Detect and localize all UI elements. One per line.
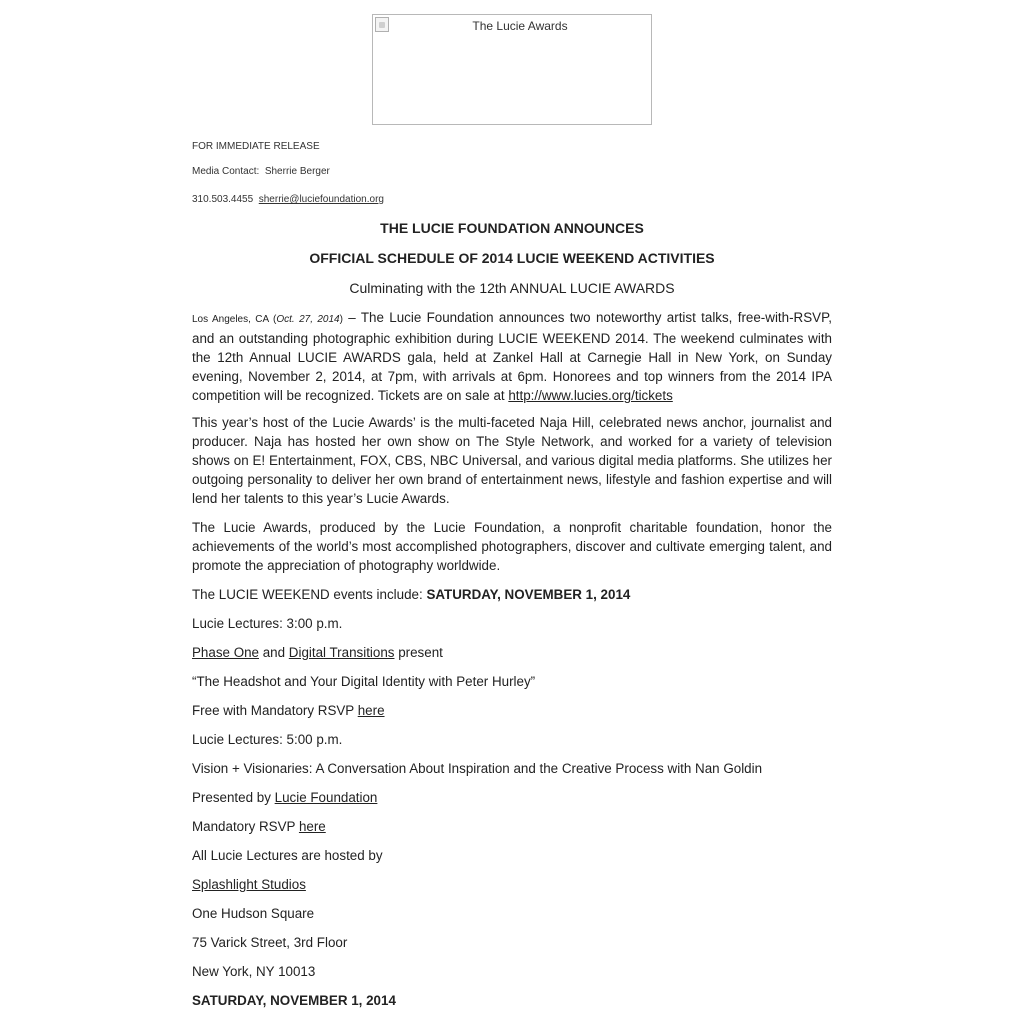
lecture-1-time: Lucie Lectures: 3:00 p.m. bbox=[192, 616, 343, 631]
logo-alt-text: The Lucie Awards bbox=[472, 19, 568, 33]
media-contact bbox=[192, 166, 330, 177]
lecture-2-rsvp-text: Mandatory RSVP bbox=[192, 819, 299, 834]
lecture-2-title: Vision + Visionaries: A Conversation About Inspiration and the Creative Process with Nan Goldin bbox=[192, 761, 763, 776]
intro-body: – The Lucie Foundation announces two noteworthy artist talks, free-with-RSVP, and an outstanding photographic exhibition during LUCIE WEEKEND 2014. The weekend culminates with the 12th Annual LUCIE AWARDS gala, held at Zankel Hall at Carnegie Hall in New York, on Sunday evening, November 2, 2014, at 7pm, with arrivals at 6pm. Honorees and top winners from the 2014 IPA competition will be recognized. Tickets are on sale at bbox=[192, 310, 832, 403]
lecture-2-rsvp-link[interactable]: here bbox=[298, 819, 326, 834]
contact-phone: 310.503.4455 bbox=[192, 194, 254, 205]
dateline-date: Oct. 27, 2014 bbox=[276, 314, 340, 325]
tickets-link[interactable]: http://www.lucies.org/tickets bbox=[508, 388, 673, 403]
headline-2: OFFICIAL SCHEDULE OF 2014 LUCIE WEEKEND ACTIVITIES bbox=[309, 250, 715, 266]
dateline-location: Los Angeles, CA ( bbox=[192, 314, 277, 325]
contact-details bbox=[192, 194, 384, 205]
splashlight-studios-link[interactable]: Splashlight Studios bbox=[192, 877, 306, 892]
lecture-1-rsvp bbox=[192, 701, 385, 720]
events-intro-text: The LUCIE WEEKEND events include: bbox=[192, 587, 427, 602]
events-intro bbox=[192, 585, 630, 604]
sponsor-and: and bbox=[259, 645, 289, 660]
lecture-1-rsvp-text: Free with Mandatory RSVP bbox=[192, 703, 358, 718]
lucie-foundation-link[interactable]: Lucie Foundation bbox=[274, 790, 378, 805]
headline-1: THE LUCIE FOUNDATION ANNOUNCES bbox=[380, 220, 644, 236]
contact-email-link[interactable]: sherrie@luciefoundation.org bbox=[258, 194, 384, 205]
venue-address-1: One Hudson Square bbox=[192, 906, 315, 921]
intro-paragraph bbox=[192, 308, 832, 405]
sponsor-present: present bbox=[394, 645, 443, 660]
lecture-2-presenter bbox=[192, 788, 377, 807]
closing-date: SATURDAY, NOVEMBER 1, 2014 bbox=[192, 993, 396, 1008]
venue-address-2: 75 Varick Street, 3rd Floor bbox=[192, 935, 348, 950]
digital-transitions-link[interactable]: Digital Transitions bbox=[288, 645, 395, 660]
host-paragraph: This year’s host of the Lucie Awards’ is the multi-faceted Naja Hill, celebrated news anchor, journalist and producer. Naja has hosted her own show on The Style Network, and worked for a variety of television shows on E! Entertainment, FOX, CBS, NBC Universal, and various digital media platforms. She utilizes her outgoing personality to deliver her own brand of entertainment news, lifestyle and fashion expertise and will lend her talents to this year’s Lucie Awards. bbox=[192, 415, 832, 506]
media-contact-label: Media Contact: bbox=[192, 166, 260, 177]
venue-name bbox=[192, 875, 306, 894]
lecture-1-title: “The Headshot and Your Digital Identity with Peter Hurley” bbox=[192, 674, 536, 689]
lucie-awards-logo-image bbox=[372, 14, 652, 125]
release-label: FOR IMMEDIATE RELEASE bbox=[192, 141, 320, 152]
phase-one-link[interactable]: Phase One bbox=[192, 645, 259, 660]
lecture-1-rsvp-link[interactable]: here bbox=[357, 703, 385, 718]
lecture-2-rsvp bbox=[192, 817, 326, 836]
subheadline: Culminating with the 12th ANNUAL LUCIE AWARDS bbox=[349, 280, 675, 296]
events-intro-date: SATURDAY, NOVEMBER 1, 2014 bbox=[426, 587, 631, 602]
lectures-hosted-by: All Lucie Lectures are hosted by bbox=[192, 848, 383, 863]
venue-address-3: New York, NY 10013 bbox=[192, 964, 316, 979]
lecture-1-sponsors bbox=[192, 643, 443, 662]
dateline-close: ) bbox=[339, 314, 343, 325]
about-paragraph: The Lucie Awards, produced by the Lucie Foundation, a nonprofit charitable foundation, honor the achievements of the world’s most accomplished photographers, discover and cultivate emerging talent, and promote the appreciation of photography worldwide. bbox=[192, 520, 832, 573]
presented-by-text: Presented by bbox=[192, 790, 275, 805]
media-contact-name: Sherrie Berger bbox=[264, 166, 330, 177]
lecture-2-time: Lucie Lectures: 5:00 p.m. bbox=[192, 732, 343, 747]
